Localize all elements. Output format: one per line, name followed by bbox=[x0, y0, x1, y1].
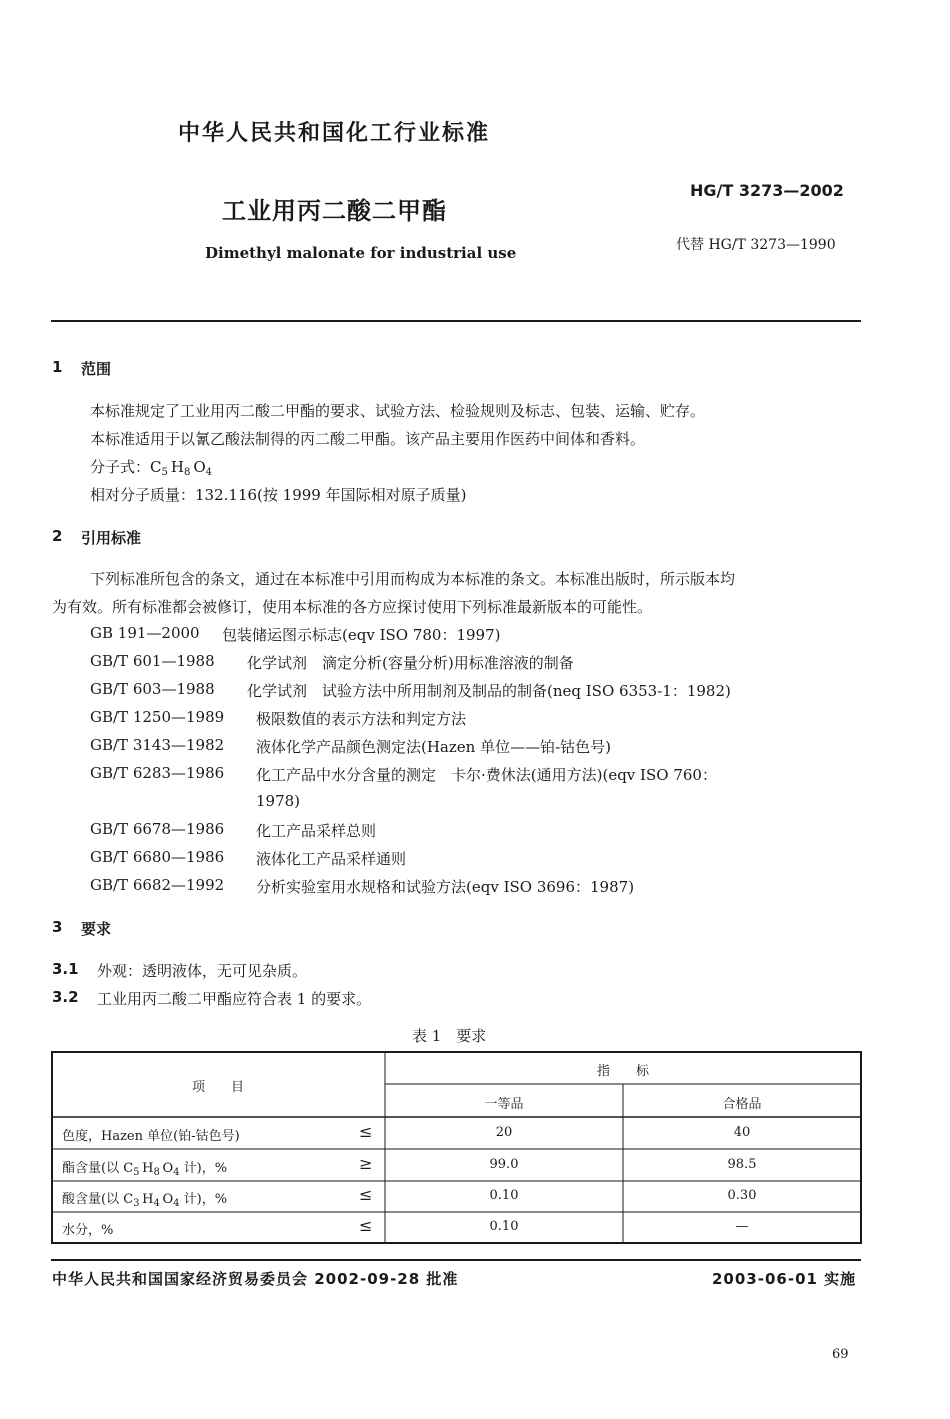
row-item-mid: O bbox=[162, 1192, 174, 1207]
ref-text: 液体化工产品采样通则 bbox=[256, 850, 407, 868]
section-3-number: 3 bbox=[52, 918, 63, 936]
row-item-sub: 4 bbox=[173, 1167, 180, 1178]
section-1-heading: 范围 bbox=[81, 360, 112, 378]
document-title: 工业用丙二酸二甲酯 bbox=[222, 197, 447, 225]
row-operator: ≤ bbox=[359, 1122, 373, 1141]
scope-paragraph-1: 本标准规定了工业用丙二酸二甲酯的要求、试验方法、检验规则及标志、包装、运输、贮存。 bbox=[90, 402, 706, 420]
section-2-number: 2 bbox=[52, 527, 63, 545]
item-3-1-number: 3.1 bbox=[52, 960, 79, 978]
ref-code: GB/T 6678—1986 bbox=[90, 820, 225, 838]
effective-date: 2003-06-01 实施 bbox=[712, 1270, 857, 1288]
section-2-heading: 引用标准 bbox=[81, 529, 142, 547]
formula-c-sub: 5 bbox=[161, 467, 168, 478]
standard-code: HG/T 3273—2002 bbox=[690, 181, 844, 200]
english-title: Dimethyl malonate for industrial use bbox=[205, 244, 517, 262]
header-grade-1: 一等品 bbox=[484, 1097, 524, 1112]
row-item-mid: H bbox=[142, 1192, 154, 1207]
ref-text: 分析实验室用水规格和试验方法(eqv ISO 3696：1987) bbox=[256, 878, 635, 896]
row-item: 色度，Hazen 单位(铂-钴色号) bbox=[62, 1129, 240, 1144]
item-3-1-text: 外观：透明液体，无可见杂质。 bbox=[97, 962, 308, 980]
row-item-prefix: 酸含量(以 C bbox=[62, 1192, 134, 1207]
header-index: 指 标 bbox=[596, 1064, 649, 1079]
row-operator: ≥ bbox=[359, 1154, 373, 1173]
row-value-grade-1: 0.10 bbox=[489, 1219, 519, 1234]
ref-text: 化学试剂 试验方法中所用制剂及制品的制备(neq ISO 6353-1：1982) bbox=[247, 682, 731, 700]
formula-label: 分子式： bbox=[90, 458, 151, 476]
row-item: 水分，% bbox=[62, 1223, 114, 1238]
row-value-grade-2: — bbox=[735, 1219, 749, 1234]
ref-code: GB/T 6680—1986 bbox=[90, 848, 225, 866]
section-1-number: 1 bbox=[52, 358, 63, 376]
requirements-table bbox=[51, 1051, 862, 1244]
ref-text-continued: 1978) bbox=[256, 792, 301, 810]
ref-text: 化学试剂 滴定分析(容量分析)用标准溶液的制备 bbox=[247, 654, 574, 672]
row-item-mid: O bbox=[162, 1161, 174, 1176]
row-value-grade-1: 20 bbox=[495, 1125, 513, 1140]
ref-code: GB/T 6283—1986 bbox=[90, 764, 225, 782]
row-item-sub: 5 bbox=[133, 1167, 140, 1178]
row-item-sub: 8 bbox=[153, 1167, 160, 1178]
row-item-suffix: 计)，% bbox=[179, 1192, 228, 1207]
header-rule bbox=[51, 320, 861, 322]
row-operator: ≤ bbox=[359, 1216, 373, 1235]
ref-text: 液体化学产品颜色测定法(Hazen 单位——铂-钴色号) bbox=[256, 738, 612, 756]
formula-c: C bbox=[150, 458, 162, 476]
row-value-grade-2: 98.5 bbox=[727, 1157, 757, 1172]
organization-title: 中华人民共和国化工行业标准 bbox=[178, 121, 491, 146]
row-operator: ≤ bbox=[359, 1185, 373, 1204]
ref-text: 包装储运图示标志(eqv ISO 780：1997) bbox=[222, 626, 501, 644]
row-item-sub: 4 bbox=[173, 1198, 180, 1209]
molecular-formula bbox=[90, 456, 212, 478]
formula-o-sub: 4 bbox=[205, 467, 213, 478]
row-value-grade-1: 0.10 bbox=[489, 1188, 519, 1203]
refs-intro-line-2: 为有效。所有标准都会被修订，使用本标准的各方应探讨使用下列标准最新版本的可能性。 bbox=[52, 598, 653, 616]
ref-code: GB/T 6682—1992 bbox=[90, 876, 225, 894]
header-item: 项 目 bbox=[191, 1080, 244, 1095]
refs-intro-line-1: 下列标准所包含的条文，通过在本标准中引用而构成为本标准的条文。本标准出版时，所示版本均 bbox=[90, 570, 736, 588]
row-item bbox=[62, 1188, 227, 1209]
footer-rule bbox=[51, 1259, 861, 1261]
header-grade-2: 合格品 bbox=[722, 1097, 762, 1112]
scope-paragraph-2: 本标准适用于以氰乙酸法制得的丙二酸二甲酯。该产品主要用作医药中间体和香料。 bbox=[90, 430, 646, 448]
page-number: 69 bbox=[832, 1347, 849, 1362]
row-item-prefix: 酯含量(以 C bbox=[62, 1161, 134, 1176]
ref-text: 化工产品中水分含量的测定 卡尔·费休法(通用方法)(eqv ISO 760： bbox=[256, 766, 717, 784]
ref-code: GB/T 3143—1982 bbox=[90, 736, 225, 754]
approval-note: 中华人民共和国国家经济贸易委员会 2002-09-28 批准 bbox=[52, 1270, 459, 1288]
item-3-2-text: 工业用丙二酸二甲酯应符合表 1 的要求。 bbox=[97, 990, 372, 1008]
table-caption: 表 1 要求 bbox=[412, 1027, 487, 1045]
ref-code: GB 191—2000 bbox=[90, 624, 200, 642]
ref-text: 化工产品采样总则 bbox=[256, 822, 377, 840]
row-item-suffix: 计)，% bbox=[179, 1161, 228, 1176]
ref-code: GB/T 603—1988 bbox=[90, 680, 215, 698]
section-3-heading: 要求 bbox=[81, 920, 112, 938]
formula-o: O bbox=[193, 458, 206, 476]
ref-code: GB/T 601—1988 bbox=[90, 652, 215, 670]
row-item-sub: 4 bbox=[153, 1198, 160, 1209]
ref-code: GB/T 1250—1989 bbox=[90, 708, 225, 726]
row-item-mid: H bbox=[142, 1161, 154, 1176]
row-item-sub: 3 bbox=[133, 1198, 140, 1209]
formula-h: H bbox=[170, 458, 184, 476]
replaces-note: 代替 HG/T 3273—1990 bbox=[676, 237, 836, 253]
molecular-mass: 相对分子质量：132.116(按 1999 年国际相对原子质量) bbox=[90, 486, 467, 504]
item-3-2-number: 3.2 bbox=[52, 988, 79, 1006]
row-item bbox=[62, 1157, 227, 1178]
row-value-grade-2: 0.30 bbox=[727, 1188, 757, 1203]
row-value-grade-2: 40 bbox=[733, 1125, 751, 1140]
ref-text: 极限数值的表示方法和判定方法 bbox=[256, 710, 467, 728]
row-value-grade-1: 99.0 bbox=[489, 1157, 519, 1172]
formula-h-sub: 8 bbox=[183, 467, 191, 478]
